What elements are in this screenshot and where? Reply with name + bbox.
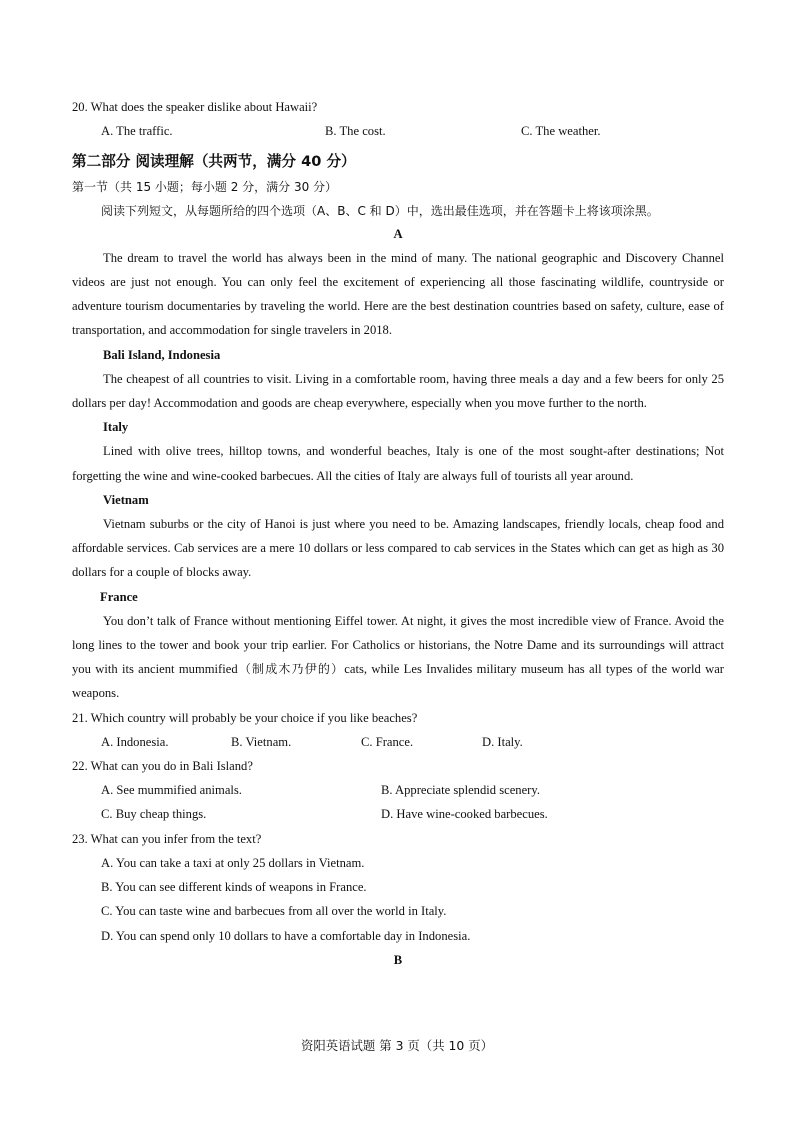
passage-a-label: A (393, 226, 403, 241)
q20-stem: 20. What does the speaker dislike about Hawaii? (72, 100, 318, 114)
france-title: France (100, 589, 138, 604)
bali-text: The cheapest of all countries to visit. Living in a comfortable room, having three meals a day and a few beers for only 25 dollars per day! Accommodation and goods are cheap everywhere, especially when you move further to the north. (72, 371, 724, 411)
section1-heading: 第一节（共 15 小题；每小题 2 分，满分 30 分） (72, 180, 338, 195)
q23-option-b: B. You can see different kinds of weapons in France. (101, 880, 367, 895)
q21-option-d: D. Italy. (482, 734, 523, 749)
q20-option-c: C. The weather. (521, 124, 601, 139)
q20-options (72, 119, 724, 143)
france-text (72, 609, 724, 706)
france-text-part1: You don’t talk of France without mentioning Eiffel tower. At night, it gives the most incredible view of France. Avoid the long lines to the tower and book your trip earlier. For Catholics or historians, the Notre Dame and its surroundings will attract you with its ancient mummified (72, 613, 724, 677)
part2-heading: 第二部分 阅读理解（共两节，满分 40 分） (72, 153, 356, 171)
q21-options (72, 730, 724, 754)
italy-text: Lined with olive trees, hilltop towns, and wonderful beaches, Italy is one of the most sought-after destinations; Not forgetting the wine and wine-cooked barbecues. All the cities of Italy are always full of tourists all year around. (72, 444, 724, 483)
france-cn-gloss: （制成木乃伊的） (237, 662, 345, 677)
q22-option-b: B. Appreciate splendid scenery. (381, 783, 541, 798)
passage-b-label: B (393, 952, 403, 967)
q22-options-row1 (72, 778, 724, 802)
italy-title: Italy (103, 420, 129, 435)
exam-page (72, 95, 724, 972)
q21-option-c: C. France. (361, 734, 414, 749)
q22-options-row2 (72, 802, 724, 826)
q22-option-c: C. Buy cheap things. (101, 807, 207, 822)
q23-option-d: D. You can spend only 10 dollars to have a comfortable day in Indonesia. (101, 928, 471, 943)
q21-stem: 21. Which country will probably be your choice if you like beaches? (72, 710, 418, 725)
q22-option-a: A. See mummified animals. (101, 783, 242, 798)
page-footer: 资阳英语试题 第 3 页（共 10 页） (300, 1038, 494, 1053)
q20-option-b: B. The cost. (325, 124, 386, 139)
q23-stem: 23. What can you infer from the text? (72, 831, 262, 846)
instruction-text: 阅读下列短文，从每题所给的四个选项（A、B、C 和 D）中，选出最佳选项，并在答题卡上将该项涂黑。 (101, 203, 659, 218)
q23-option-c: C. You can taste wine and barbecues from all over the world in Italy. (101, 904, 447, 919)
vietnam-text: Vietnam suburbs or the city of Hanoi is just where you need to be. Amazing landscapes, friendly locals, cheap food and affordable services. Cab services are a mere 10 dollars or less compared to cab services in the States which can get as high as 30 dollars for a couple of blocks away. (72, 517, 724, 580)
q20-option-a: A. The traffic. (101, 124, 173, 139)
bali-title: Bali Island, Indonesia (103, 347, 221, 362)
passage-a-intro: The dream to travel the world has always been in the mind of many. The national geographic and Discovery Channel videos are just not enough. You can only feel the excitement of experiencing all those fascinating wildlife, countryside or adventure tourism documentaries by traveling the world. Here are the best destination countries based on safety, culture, ease of transportation, and accommodation for single travelers in 2018. (72, 250, 724, 338)
france-text-part2: cats, while Les Invalides military museum has all types of the world war weapons. (72, 662, 724, 701)
q21-option-a: A. Indonesia. (101, 734, 169, 749)
vietnam-title: Vietnam (103, 492, 149, 507)
q22-stem: 22. What can you do in Bali Island? (72, 759, 253, 774)
q22-option-d: D. Have wine-cooked barbecues. (381, 807, 548, 822)
q23-option-a: A. You can take a taxi at only 25 dollars in Vietnam. (101, 855, 365, 870)
q21-option-b: B. Vietnam. (231, 734, 292, 749)
